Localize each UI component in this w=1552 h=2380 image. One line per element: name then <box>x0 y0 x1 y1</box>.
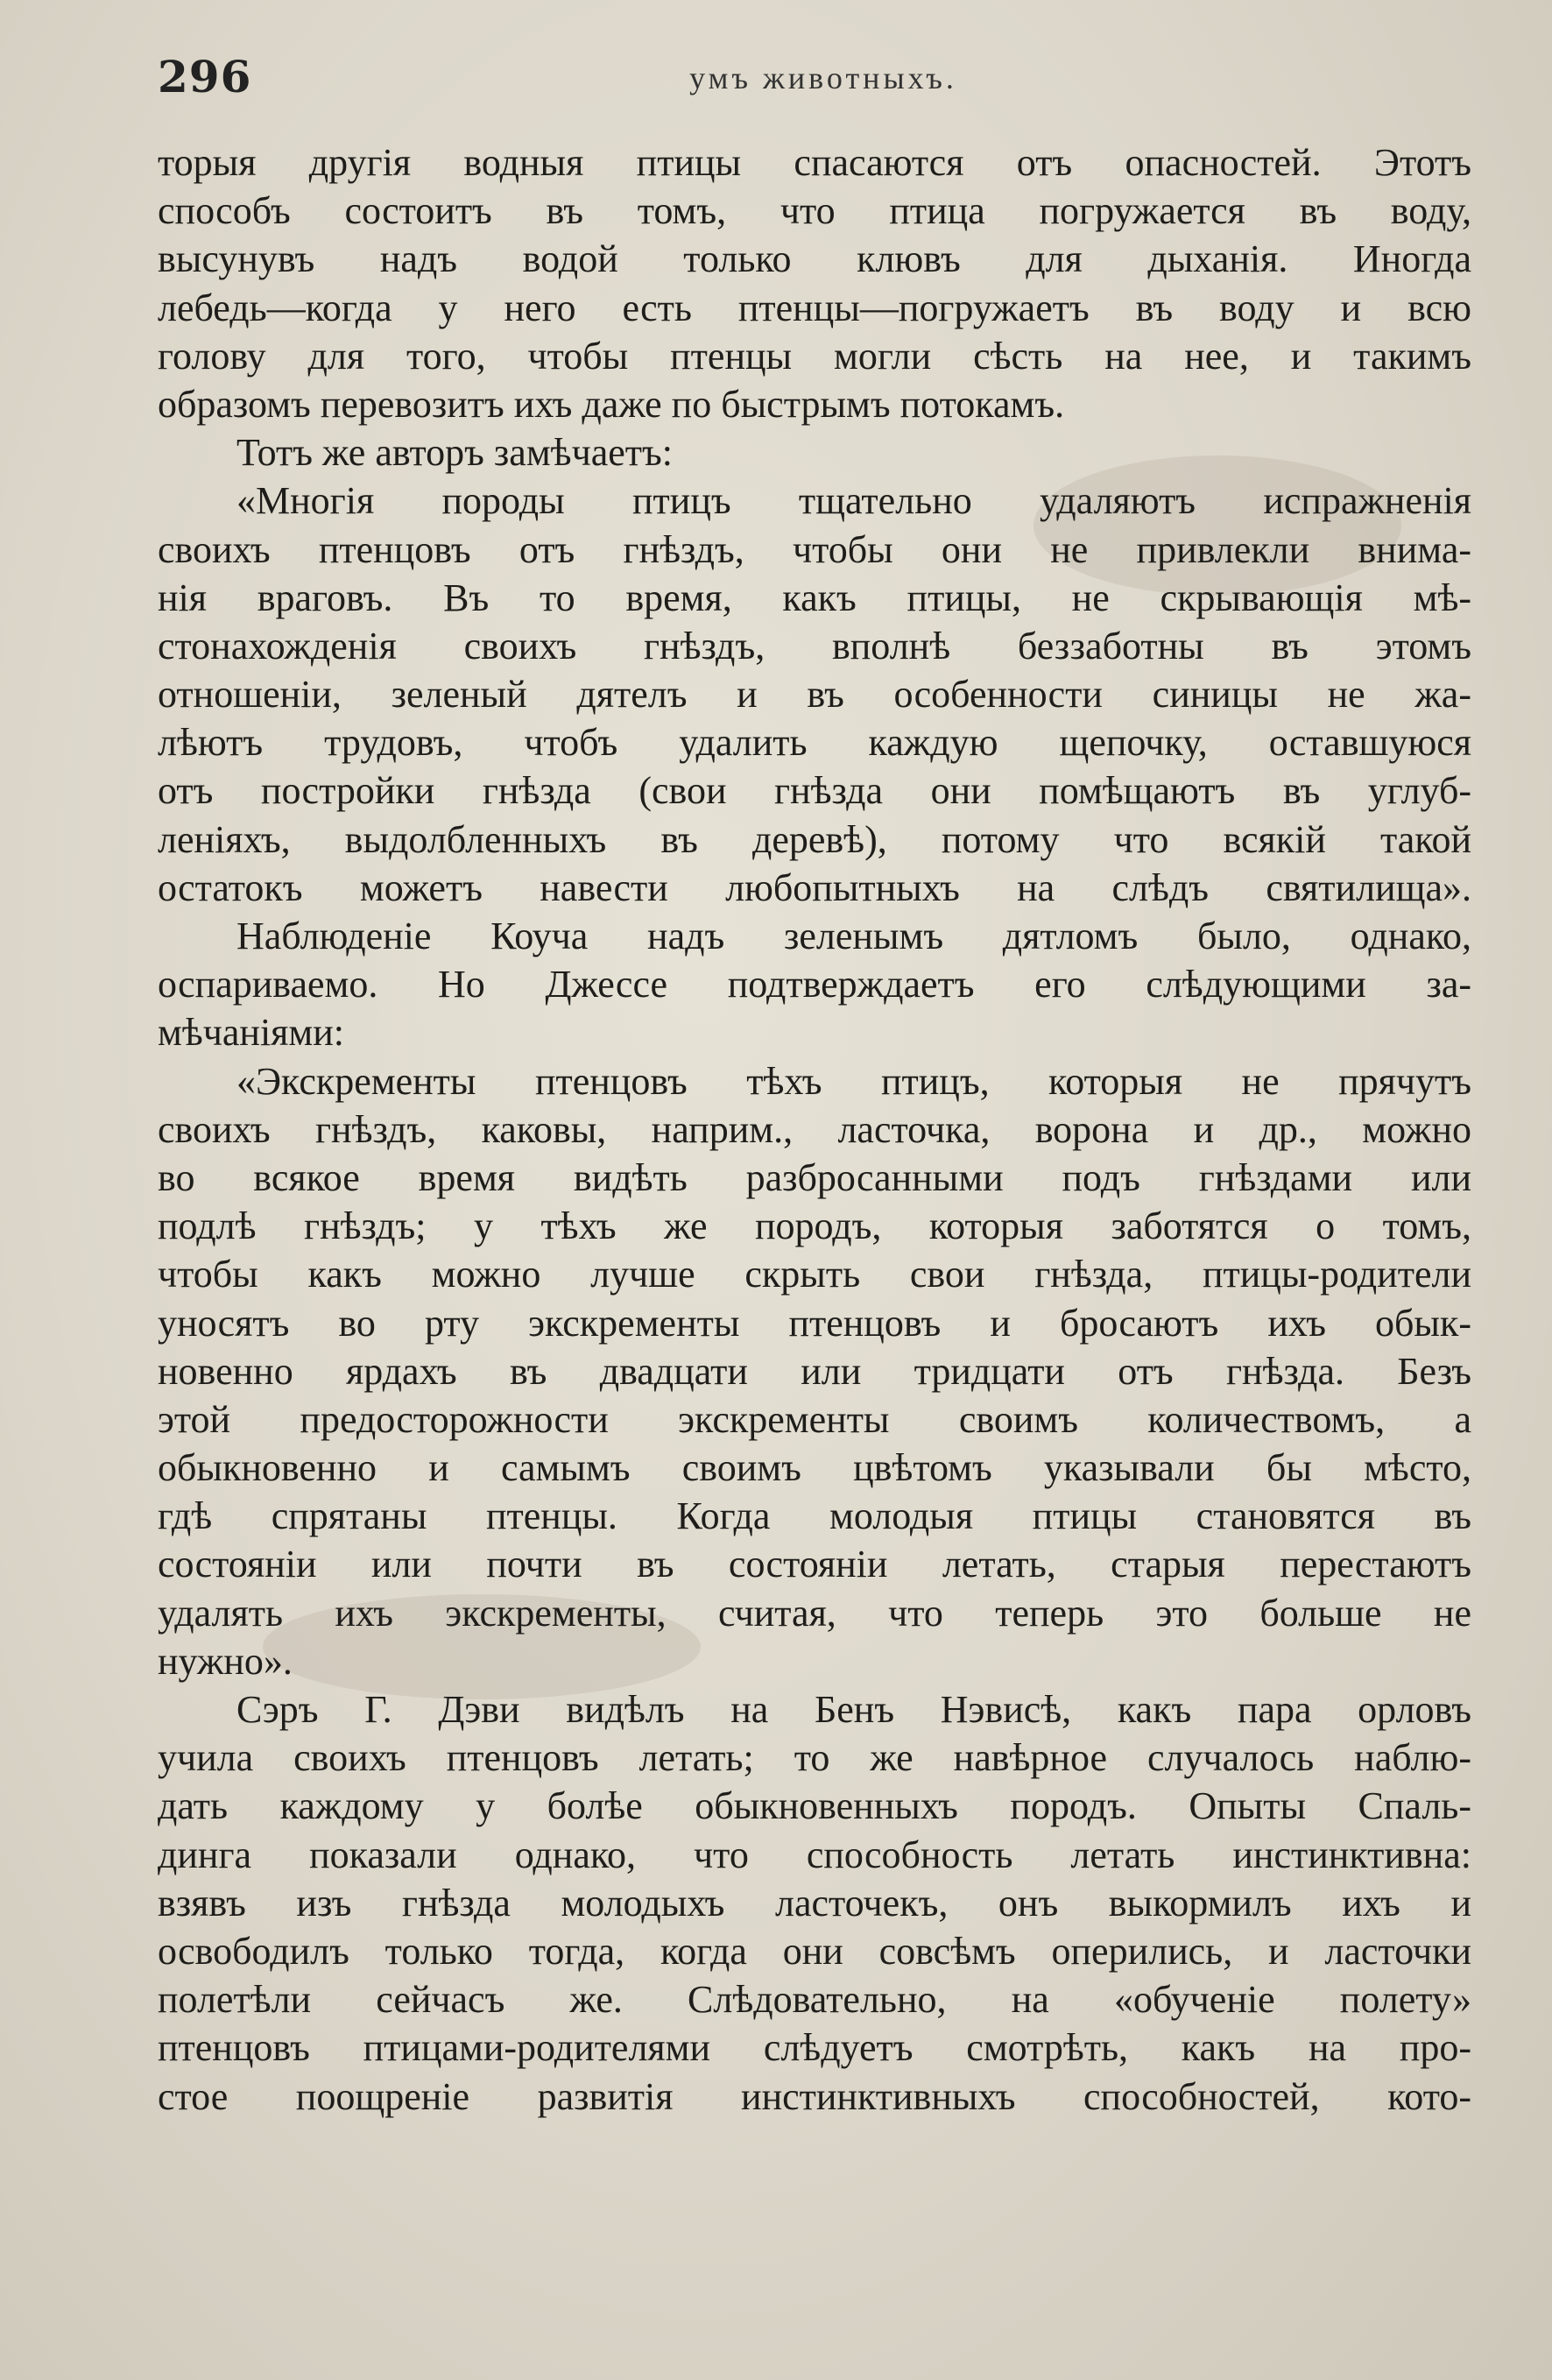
text-line: образомъ перевозитъ ихъ даже по быстрымъ потокамъ. <box>158 382 1065 426</box>
text-line: нужно». <box>158 1639 293 1683</box>
text-line: отношеніи, зеленый дятелъ и въ особенности синицы не жа- <box>158 673 1471 717</box>
page-number: 296 <box>158 51 252 102</box>
text-line: лебедь—когда у него есть птенцы—погружаетъ въ воду и всю <box>158 286 1471 329</box>
text-line: своихъ птенцовъ отъ гнѣздъ, чтобы они не привлекли внима- <box>158 527 1471 571</box>
text-line: освободилъ только тогда, когда они совсѣмъ оперились, и ласточки <box>158 1929 1471 1973</box>
text-line: способъ состоитъ въ томъ, что птица погружается въ воду, <box>158 189 1471 233</box>
text-line: этой предосторожности экскременты своимъ количествомъ, а <box>158 1397 1471 1441</box>
page-body-text <box>158 138 1471 2121</box>
text-line: удалять ихъ экскременты, считая, что теперь это больше не <box>158 1591 1471 1635</box>
text-line: голову для того, чтобы птенцы могли сѣсть на нее, и такимъ <box>158 334 1471 378</box>
text-line: остатокъ можетъ навести любопытныхъ на слѣдъ святилища». <box>158 865 1471 909</box>
running-head: умъ животныхъ. <box>689 60 957 95</box>
text-line: гдѣ спрятаны птенцы. Когда молодыя птицы становятся въ <box>158 1494 1471 1538</box>
text-line: динга показали однако, что способность летать инстинктивна: <box>158 1833 1471 1876</box>
text-line: отъ постройки гнѣзда (свои гнѣзда они помѣщаютъ въ углуб- <box>158 769 1471 813</box>
text-line: чтобы какъ можно лучше скрыть свои гнѣзда, птицы-родители <box>158 1253 1471 1296</box>
text-line: Сэръ Г. Дэви видѣлъ на Бенъ Нэвисѣ, какъ пара орловъ <box>236 1688 1471 1731</box>
text-line: Тотъ же авторъ замѣчаетъ: <box>236 431 673 475</box>
text-line: взявъ изъ гнѣзда молодыхъ ласточекъ, онъ выкормилъ ихъ и <box>158 1881 1471 1924</box>
text-line: «Экскременты птенцовъ тѣхъ птицъ, которыя не прячутъ <box>236 1059 1471 1103</box>
text-line: подлѣ гнѣздъ; у тѣхъ же породъ, которыя заботятся о томъ, <box>158 1204 1471 1248</box>
text-line: стое поощреніе развитія инстинктивныхъ способностей, кото- <box>158 2074 1471 2118</box>
text-line: оспариваемо. Но Джессе подтверждаетъ его слѣдующими за- <box>158 963 1471 1006</box>
text-line: обыкновенно и самымъ своимъ цвѣтомъ указывали бы мѣсто, <box>158 1446 1471 1490</box>
text-line: мѣчаніями: <box>158 1011 345 1055</box>
text-line: учила своихъ птенцовъ летать; то же навѣрное случалось наблю- <box>158 1736 1471 1780</box>
text-line: птенцовъ птицами-родителями слѣдуетъ смотрѣть, какъ на про- <box>158 2026 1471 2070</box>
text-line: высунувъ надъ водой только клювъ для дыханія. Иногда <box>158 237 1471 281</box>
text-line: леніяхъ, выдолбленныхъ въ деревѣ), потому что всякій такой <box>158 817 1471 861</box>
text-line: лѣютъ трудовъ, чтобъ удалить каждую щепочку, оставшуюся <box>158 721 1471 765</box>
text-line: торыя другія водныя птицы спасаются отъ опасностей. Этотъ <box>158 141 1471 184</box>
text-line: уносятъ во рту экскременты птенцовъ и бросаютъ ихъ обык- <box>158 1301 1471 1345</box>
text-line: состояніи или почти въ состояніи летать, старыя перестаютъ <box>158 1543 1471 1586</box>
text-line: новенно ярдахъ въ двадцати или тридцати отъ гнѣзда. Безъ <box>158 1349 1471 1393</box>
text-line: своихъ гнѣздъ, каковы, наприм., ласточка, ворона и др., можно <box>158 1107 1471 1151</box>
page-header <box>158 51 1489 112</box>
text-line: стонахожденія своихъ гнѣздъ, вполнѣ беззаботны въ этомъ <box>158 624 1471 667</box>
text-line: Наблюденіе Коуча надъ зеленымъ дятломъ было, однако, <box>236 915 1471 957</box>
text-line: дать каждому у болѣе обыкновенныхъ породъ. Опыты Спаль- <box>158 1784 1471 1828</box>
text-line: «Многія породы птицъ тщательно удаляютъ испражненія <box>236 479 1471 523</box>
text-line: полетѣли сейчасъ же. Слѣдовательно, на «обученіе полету» <box>158 1978 1471 2022</box>
text-line: нія враговъ. Въ то время, какъ птицы, не скрывающія мѣ- <box>158 576 1471 619</box>
text-line: во всякое время видѣть разбросанными подъ гнѣздами или <box>158 1155 1471 1199</box>
